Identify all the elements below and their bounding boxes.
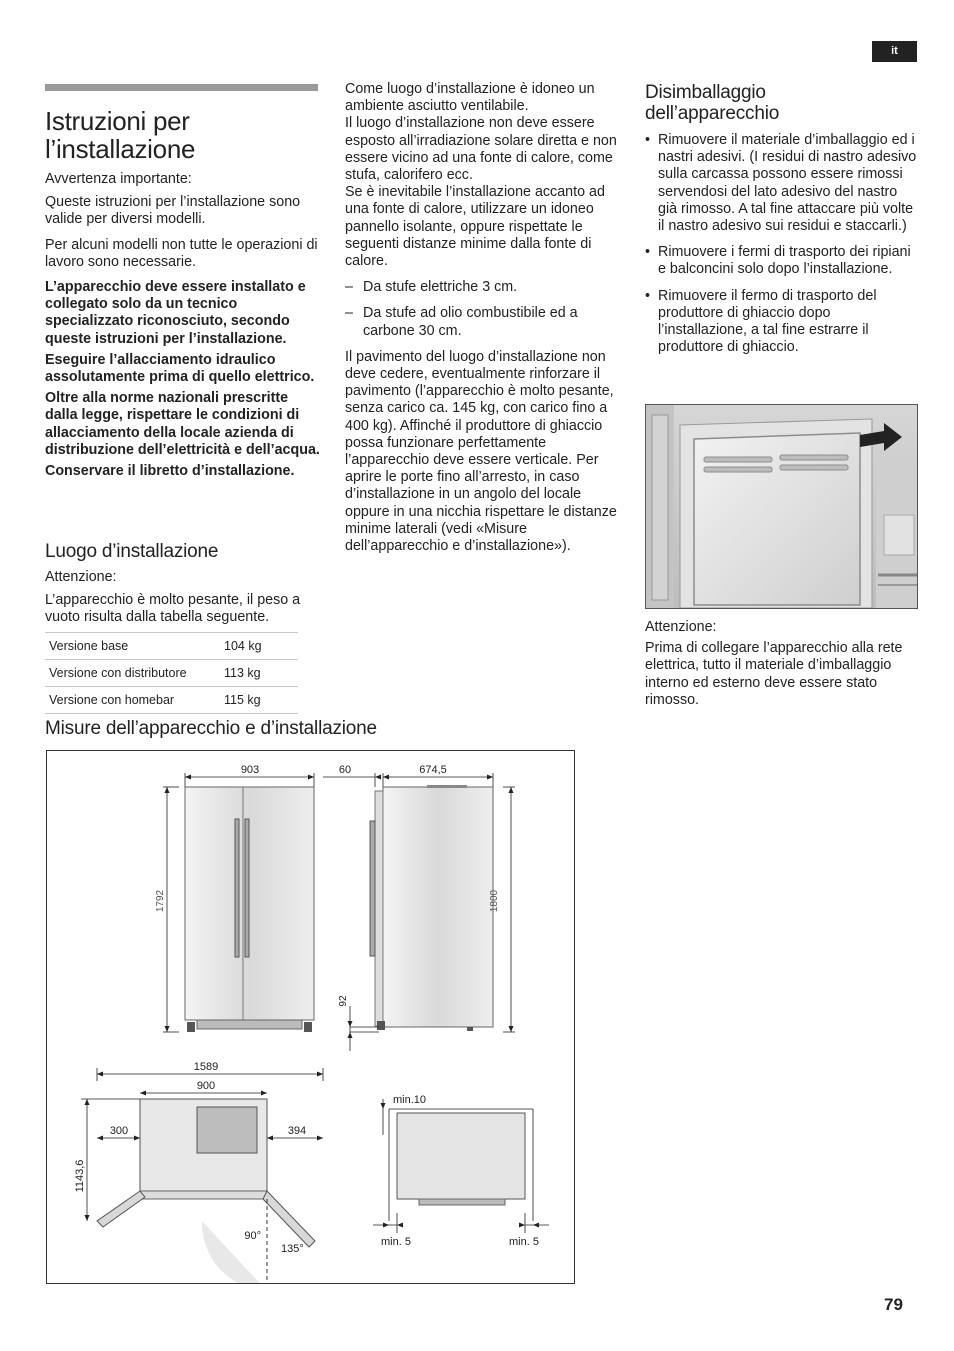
side-depth-label: 674,5 [419, 764, 447, 776]
installer-notice: L’apparecchio deve essere installato e collegato solo da un tecnico specializzato riconosciuto, secondo queste istruzioni per l’installazione. [45, 279, 306, 347]
water-connection-notice: Eseguire l’allacciamento idraulico assolutamente prima di quello elettrico. [45, 351, 315, 386]
page-title-line2: l’installazione [45, 134, 196, 164]
feet-height-label: 92 [338, 995, 349, 1007]
unpacking-heading [645, 82, 915, 124]
table-row [45, 633, 298, 660]
weight-table [45, 632, 298, 714]
list-item: – Da stufe elettriche 3 cm. [345, 279, 617, 296]
angle-135-label: 135° [281, 1243, 304, 1255]
list-item: • Rimuovere il fermo di trasporto del produttore di ghiaccio dopo l’installazione, a tal fine estrarre il produttore di ghiaccio. [645, 288, 917, 357]
unpacking-list [645, 132, 917, 356]
dimensions-heading: Misure dell’apparecchio e d’installazione [45, 718, 377, 739]
page-title-line1: Istruzioni per [45, 106, 190, 136]
plan-width-label: 900 [196, 1080, 216, 1092]
angle-90-label: 90° [244, 1230, 261, 1242]
title-rule [45, 84, 318, 91]
niche-right-label: min. 5 [509, 1236, 539, 1248]
side-view [323, 764, 515, 1051]
location-attention [45, 569, 323, 627]
unpacking-attention-text: Prima di collegare l’apparecchio alla rete elettrica, tutto il materiale d’imballaggio interno ed esterno deve essere stato rimosso. [645, 640, 903, 708]
plan-view [74, 1061, 323, 1283]
list-item: – Da stufe ad olio combustibile ed a carbone 30 cm. [345, 305, 617, 339]
front-width-label: 903 [240, 764, 260, 776]
warning-text-1: Queste istruzioni per l’installazione sono valide per diversi modelli. [45, 194, 301, 228]
weight-label: Versione base [45, 633, 220, 660]
weight-value: 104 kg [220, 633, 298, 660]
table-row [45, 660, 298, 687]
dimensions-diagram [46, 750, 575, 1284]
installation-location-text [345, 81, 617, 555]
table-row [45, 687, 298, 714]
unpacking-heading-line1: Disimballaggio [645, 82, 766, 103]
unpacking-attention-heading: Attenzione: [645, 619, 717, 635]
page-number: 79 [884, 1295, 903, 1314]
location-paragraph-3: Se è inevitabile l’installazione accanto ad una fonte di calore, utilizzare un idoneo pannello isolante, oppure rispettate le seguenti distanze minime dalla fonte di calore. [345, 184, 605, 270]
plan-depth-label: 1143,6 [74, 1159, 86, 1193]
location-attention-text: L’apparecchio è molto pesante, il peso a vuoto risulta dalla tabella seguente. [45, 592, 301, 626]
niche-top-label: min.10 [393, 1094, 427, 1106]
location-attention-heading: Attenzione: [45, 569, 117, 585]
page-title [45, 107, 325, 163]
side-gap-label: 60 [338, 764, 352, 776]
location-paragraph-1: Come luogo d’installazione è idoneo un ambiente asciutto ventilabile. [345, 81, 595, 115]
language-tab: it [872, 41, 917, 62]
weight-value: 115 kg [220, 687, 298, 714]
keep-booklet-notice: Conservare il libretto d’installazione. [45, 463, 295, 480]
niche-view [373, 1094, 549, 1248]
unpacking-heading-line2: dell’apparecchio [645, 103, 780, 124]
location-heading: Luogo d’installazione [45, 541, 219, 562]
front-height-label: 1792 [155, 889, 166, 913]
side-height-label: 1800 [489, 889, 500, 913]
plan-right-label: 394 [287, 1125, 307, 1137]
heat-source-distance-list [345, 279, 617, 340]
list-item: • Rimuovere il materiale d’imballaggio ed i nastri adesivi. (I residui di nastro adesivo sulla carcassa possono essere rimossi servendosi del lato adesivo del nastro già rimosso. A tal fine attaccare più volte il nastro adesivo sui residui e staccarli.) [645, 132, 917, 235]
front-view [155, 764, 314, 1032]
location-paragraph-2: Il luogo d’installazione non deve essere esposto all’irradiazione solare diretta e non essere vicino ad una fonte di calore, come stufa, calorifero ecc. [345, 115, 617, 184]
list-item: • Rimuovere i fermi di trasporto dei ripiani e balconcini solo dopo l’installazione. [645, 244, 917, 278]
weight-value: 113 kg [220, 660, 298, 687]
unpacking-attention [645, 619, 917, 709]
ice-maker-image [645, 404, 918, 609]
regulations-notice: Oltre alla norme nazionali prescritte dalla legge, rispettare le condizioni di allacciamento della locale azienda di distribuzione dell’elettricità e dell’acqua. [45, 390, 320, 458]
niche-left-label: min. 5 [381, 1236, 411, 1248]
plan-total-label: 1589 [193, 1061, 219, 1073]
plan-left-label: 300 [109, 1125, 129, 1137]
warning-text-2: Per alcuni modelli non tutte le operazioni di lavoro sono necessarie. [45, 236, 318, 270]
weight-label: Versione con homebar [45, 687, 220, 714]
warning-section [45, 171, 323, 480]
location-paragraph-4: Il pavimento del luogo d’installazione non deve cedere, eventualmente rinforzare il pavimento (l’apparecchio è molto pesante, senza carico ca. 145 kg, con carico fino a 400 kg). Affinché il produttore di ghiaccio possa funzionare perfettamente l’apparecchio deve essere verticale. Per aprire le porte fino all’arresto, in caso d’installazione in un angolo del locale oppure in una nicchia rispettare le distanze minime laterali (vedi «Misure dell’apparecchio e d’installazione»). [345, 348, 617, 555]
weight-label: Versione con distributore [45, 660, 220, 687]
warning-heading: Avvertenza importante: [45, 171, 192, 187]
